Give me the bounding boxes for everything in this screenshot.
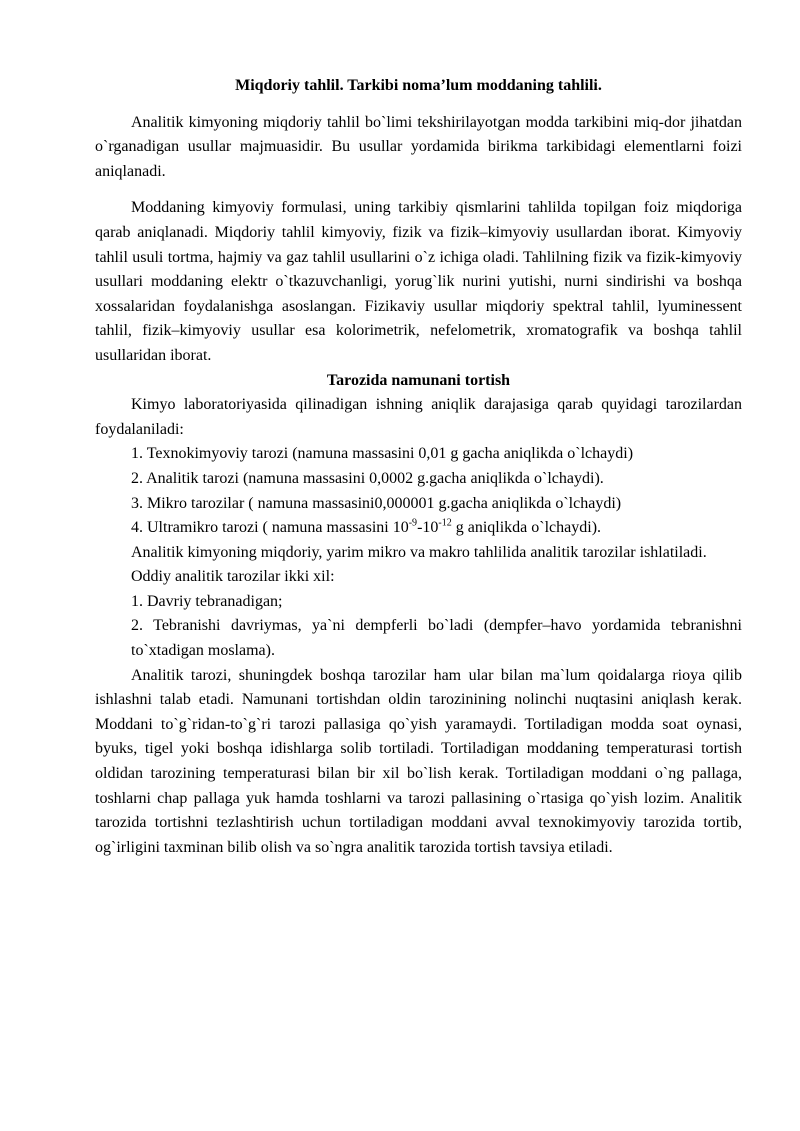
item-text: 4. Ultramikro tarozi ( namuna massasini 10 bbox=[131, 519, 409, 537]
list-item: 2. Tebranishi davriymas, ya`ni dempferli bo`ladi (dempfer–havo yordamida tebranishni to`xtadigan moslama). bbox=[131, 617, 742, 660]
list-item: 1. Davriy tebranadigan; bbox=[131, 592, 283, 610]
list-item: Analitik kimyoning miqdoriy, yarim mikro va makro tahlilida analitik tarozilar ishlatiladi. bbox=[131, 543, 707, 561]
item-text: -10 bbox=[417, 519, 439, 537]
paragraph-methods: Moddaning kimyoviy formulasi, uning tarkibiy qismlarini tahlilda topilgan foiz miqdoriga qarab aniqlanadi. Miqdoriy tahlil kimyoviy, fizik va fizik–kimyoviy usullardan iborat. Kimyoviy tahlil usuli tortma, hajmiy va gaz tahlil usullarini o`z ichiga oladi. Tahlilning fizik va fizik-kimyoviy usullari moddaning elektr o`tkazuvchanligi, yorug`lik nurini yutishi, nurni sindirishi va boshqa xossalaridan foydalanishga asoslangan. Fizikaviy usullar miqdoriy spektral tahlil, lyuminessent tahlil, fizik–kimyoviy usullar esa kolorimetrik, nefelometrik, xromatografik va boshqa tahlil usullaridan iborat. bbox=[95, 199, 742, 364]
list-item-ultramicro bbox=[131, 516, 742, 541]
list-item: 3. Mikro tarozilar ( namuna massasini0,000001 g.gacha aniqlikda o`lchaydi) bbox=[131, 494, 622, 512]
paragraph-weighing-rules: Analitik tarozi, shuningdek boshqa tarozilar ham ular bilan ma`lum qoidalarga rioya qilib ishlashni talab etadi. Namunani tortishdan oldin tarozinining nolinchi nuqtasini aniqlash kerak. Moddani to`g`ridan-to`g`ri tarozi pallasiga qo`yish yaramaydi. Tortiladigan modda soat oynasi, byuks, tigel yoki boshqa idishlarga solib tortiladi. Tortiladigan moddaning temperaturasi tortish oldidan tarozining temperaturasi bilan bir xil bo`lish kerak. Tortiladigan moddani o`ng pallaga, toshlarni chap pallaga yuk hamda toshlarni va tarozi pallasining o`rtasiga qo`yish lozim. Analitik tarozida tortishni tezlashtirish uchun tortiladigan moddani avval texnokimyoviy tarozida tortib, og`irligini taxminan bilib olish va so`ngra analitik tarozida tortish tavsiya etiladi. bbox=[95, 666, 742, 856]
list-item: 1. Texnokimyoviy tarozi (namuna massasini 0,01 g gacha aniqlikda o`lchaydi) bbox=[131, 445, 634, 463]
exponent: -9 bbox=[408, 517, 418, 529]
list-item: Oddiy analitik tarozilar ikki xil: bbox=[131, 568, 335, 586]
document-title: Miqdoriy tahlil. Tarkibi noma’lum moddaning tahlili. bbox=[235, 77, 602, 94]
item-text: g aniqlikda o`lchaydi). bbox=[451, 519, 602, 537]
document-page bbox=[95, 74, 742, 860]
list-item: 2. Analitik tarozi (namuna massasini 0,0002 g.gacha aniqlikda o`lchaydi). bbox=[131, 469, 604, 487]
exponent: -12 bbox=[438, 517, 452, 529]
section-heading: Tarozida namunani tortish bbox=[326, 371, 511, 389]
paragraph-scales-intro: Kimyo laboratoriyasida qilinadigan ishning aniqlik darajasiga qarab quyidagi tarozilardan foydalaniladi: bbox=[95, 396, 742, 438]
paragraph-intro: Analitik kimyoning miqdoriy tahlil bo`limi tekshirilayotgan modda tarkibini miq-dor jihatdan o`rganadigan usullar majmuasidir. Bu usullar yordamida birikma tarkibidagi elementlarni foizi aniqlanadi. bbox=[95, 113, 742, 180]
